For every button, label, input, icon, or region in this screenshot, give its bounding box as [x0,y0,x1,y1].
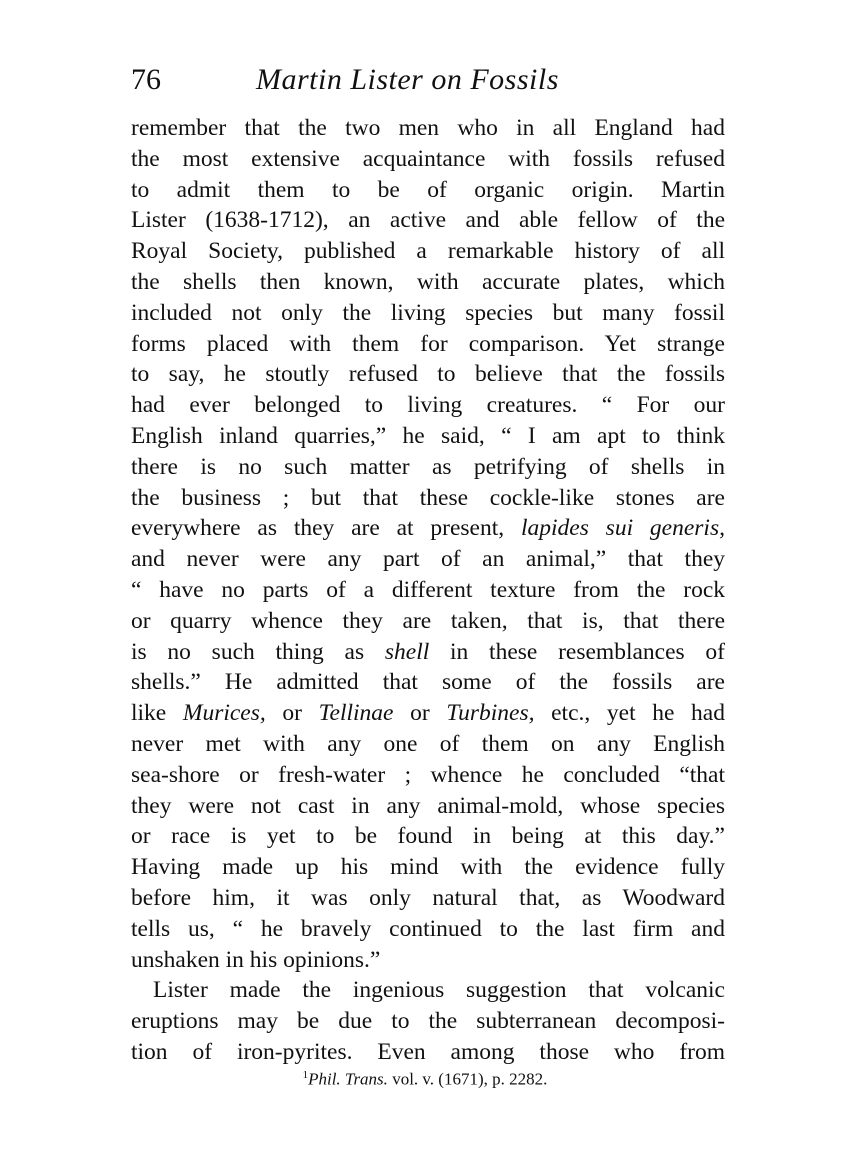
text-run: or [265,700,319,727]
text-line [131,267,725,298]
text-run: sea-shore or fresh-water ; whence he concluded “that [131,761,725,788]
body-text [131,113,725,1068]
text-line [131,975,725,1006]
running-title: Martin Lister on Fossils [256,63,559,96]
text-run: the business ; but that these cockle-like stones are [131,484,725,511]
text-run: remember that the two men who in all England had [131,115,725,141]
text-line [131,1006,725,1037]
text-line [131,544,725,575]
italic-phrase: Tellinae [318,700,394,727]
text-line [131,236,725,267]
text-run: had ever belonged to living creatures. “ For our [131,392,725,419]
text-run: they were not cast in any animal-mold, whose species [131,792,725,819]
text-line [131,113,725,144]
text-run: or race is yet to be found in being at this day.” [131,823,725,850]
text-line [131,483,725,514]
text-line [131,513,725,544]
text-line [131,914,725,945]
text-run: “ have no parts of a different texture from the rock [131,576,725,603]
text-line [131,821,725,852]
text-line [131,883,725,914]
text-line [131,791,725,822]
footnote-marker: 1 [302,1069,309,1081]
text-line [131,760,725,791]
text-run: tells us, “ he bravely continued to the last firm and [131,915,725,942]
text-run: unshaken in his opinions.” [131,946,381,973]
text-run: never met with any one of them on any English [131,730,725,757]
text-run: or [393,700,447,727]
text-line [131,575,725,606]
footnote-citation: vol. v. (1671), p. 2282. [387,1069,548,1089]
text-run: the most extensive acquaintance with fossils refused [131,145,725,172]
text-run: is no such thing as [131,638,385,665]
text-run: or quarry whence they are taken, that is, that there [131,607,725,634]
italic-phrase: lapides sui generis, [520,515,725,542]
text-run: Lister (1638-1712), an active and able fellow of the [131,207,725,234]
text-line [131,205,725,236]
text-line [131,329,725,360]
text-line [131,421,725,452]
text-run: and never were any part of an animal,” that they [131,546,725,573]
footnote-source: Phil. Trans. [308,1069,388,1089]
text-run: the shells then known, with accurate plates, which [131,268,725,295]
text-run: Having made up his mind with the evidence fully [131,854,725,881]
text-line [131,452,725,483]
text-line [131,298,725,329]
text-line [131,606,725,637]
text-run: English inland quarries,” he said, “ I am apt to think [131,422,725,449]
text-run: to admit them to be of organic origin. Martin [131,176,725,203]
text-run: Lister made the ingenious suggestion that volcanic [153,977,725,1004]
text-line [131,667,725,698]
text-line [131,390,725,421]
text-run: shells.” He admitted that some of the fossils are [131,669,725,696]
text-run: forms placed with them for comparison. Yet strange [131,330,725,357]
page-header [131,60,731,100]
text-run: before him, it was only natural that, as Woodward [131,884,725,911]
text-run: Royal Society, published a remarkable history of all [131,238,725,265]
text-line [131,637,725,668]
text-run: etc., yet he had [534,700,725,727]
text-line [131,852,725,883]
italic-phrase: shell [384,638,430,665]
text-run: eruptions may be due to the subterranean decomposi- [131,1008,725,1035]
italic-phrase: Murices, [182,700,266,727]
text-line [131,175,725,206]
footnote [0,1064,850,1091]
text-run: tion of iron-pyrites. Even among those who from [131,1038,725,1065]
text-run: like [131,700,183,727]
text-run: included not only the living species but many fossil [131,299,725,326]
text-line [131,144,725,175]
italic-phrase: Turbines, [446,700,535,727]
text-line [131,729,725,760]
page-number: 76 [131,63,161,96]
text-run: to say, he stoutly refused to believe that the fossils [131,361,725,388]
text-run: in these resemblances of [429,638,725,665]
text-line [131,359,725,390]
text-line [131,945,725,976]
text-run: there is no such matter as petrifying of shells in [131,453,725,480]
text-run: everywhere as they are at present, [131,515,521,542]
text-line [131,698,725,729]
